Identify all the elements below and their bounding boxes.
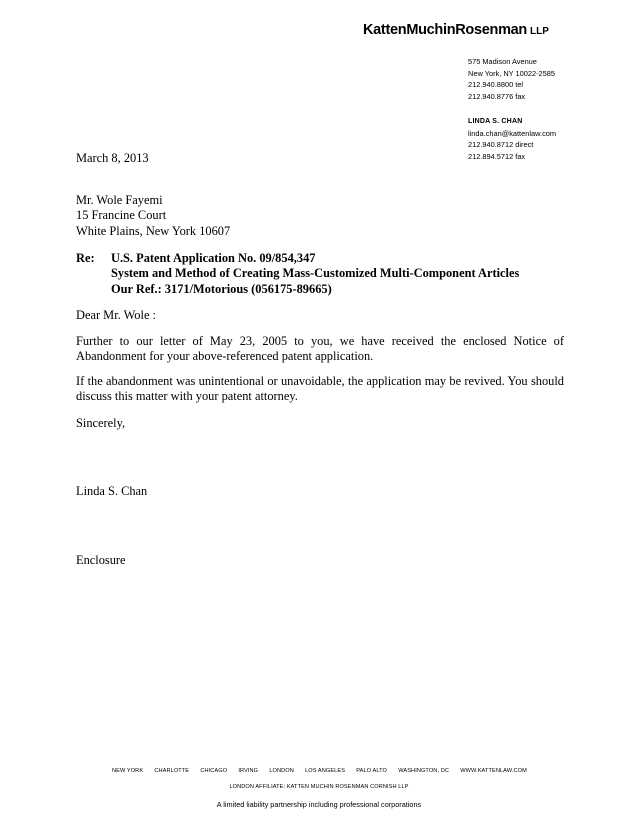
subject-application: U.S. Patent Application No. 09/854,347	[111, 251, 316, 265]
footer-affiliate: LONDON AFFILIATE: KATTEN MUCHIN ROSENMAN CORNISH LLP	[229, 784, 409, 790]
footer-offices	[112, 768, 527, 774]
address-line: 575 Madison Avenue	[468, 57, 537, 66]
letter-date: March 8, 2013	[76, 151, 149, 165]
closing: Sincerely,	[76, 416, 126, 430]
office-city: IRVING	[238, 768, 259, 774]
office-city: LOS ANGELES	[305, 768, 346, 774]
recipient-city: White Plains, New York 10607	[76, 223, 231, 238]
footer-llp-note: A limited liability partnership including professional corporations	[216, 800, 422, 809]
subject-title: System and Method of Creating Mass-Customized Multi-Component Articles	[111, 266, 520, 281]
sender-name: LINDA S. CHAN	[468, 118, 523, 125]
subject-reference: Our Ref.: 3171/Motorious (056175-89665)	[111, 281, 332, 296]
office-city: WASHINGTON, DC	[398, 768, 450, 774]
office-city: LONDON	[269, 768, 294, 774]
office-city: CHICAGO	[200, 768, 228, 774]
body-paragraph: If the abandonment was unintentional or unavoidable, the application may be revived. You should discuss this matter with your patent attorney.	[76, 374, 564, 404]
signer-name: Linda S. Chan	[76, 484, 148, 498]
footer-website[interactable]: WWW.KATTENLAW.COM	[460, 768, 527, 774]
recipient-name: Mr. Wole Fayemi	[76, 193, 163, 207]
office-city: CHARLOTTE	[154, 768, 190, 774]
address-line: New York, NY 10022-2585	[468, 68, 555, 78]
sender-fax: 212.894.5712 fax	[468, 151, 526, 161]
office-city: PALO ALTO	[356, 768, 388, 774]
subject-label: Re:	[76, 251, 95, 265]
address-phone: 212.940.8800 tel	[468, 80, 524, 90]
recipient-street: 15 Francine Court	[76, 208, 167, 223]
firm-suffix: LLP	[530, 26, 549, 37]
recipient-address	[76, 193, 230, 239]
sender-contact	[468, 116, 556, 162]
sender-direct-phone: 212.940.8712 direct	[468, 140, 534, 150]
firm-logo	[363, 22, 568, 38]
body-paragraph: Further to our letter of May 23, 2005 to you, we have received the enclosed Notice of Abandonment for your above-referenced patent application.	[76, 334, 564, 364]
firm-name: KattenMuchinRosenman	[363, 22, 527, 38]
salutation: Dear Mr. Wole :	[76, 308, 156, 322]
address-fax: 212.940.8776 fax	[468, 91, 526, 101]
office-city: NEW YORK	[112, 768, 144, 774]
firm-address	[468, 56, 555, 102]
enclosure-note: Enclosure	[76, 553, 126, 567]
sender-email[interactable]: linda.chan@kattenlaw.com	[468, 128, 557, 138]
